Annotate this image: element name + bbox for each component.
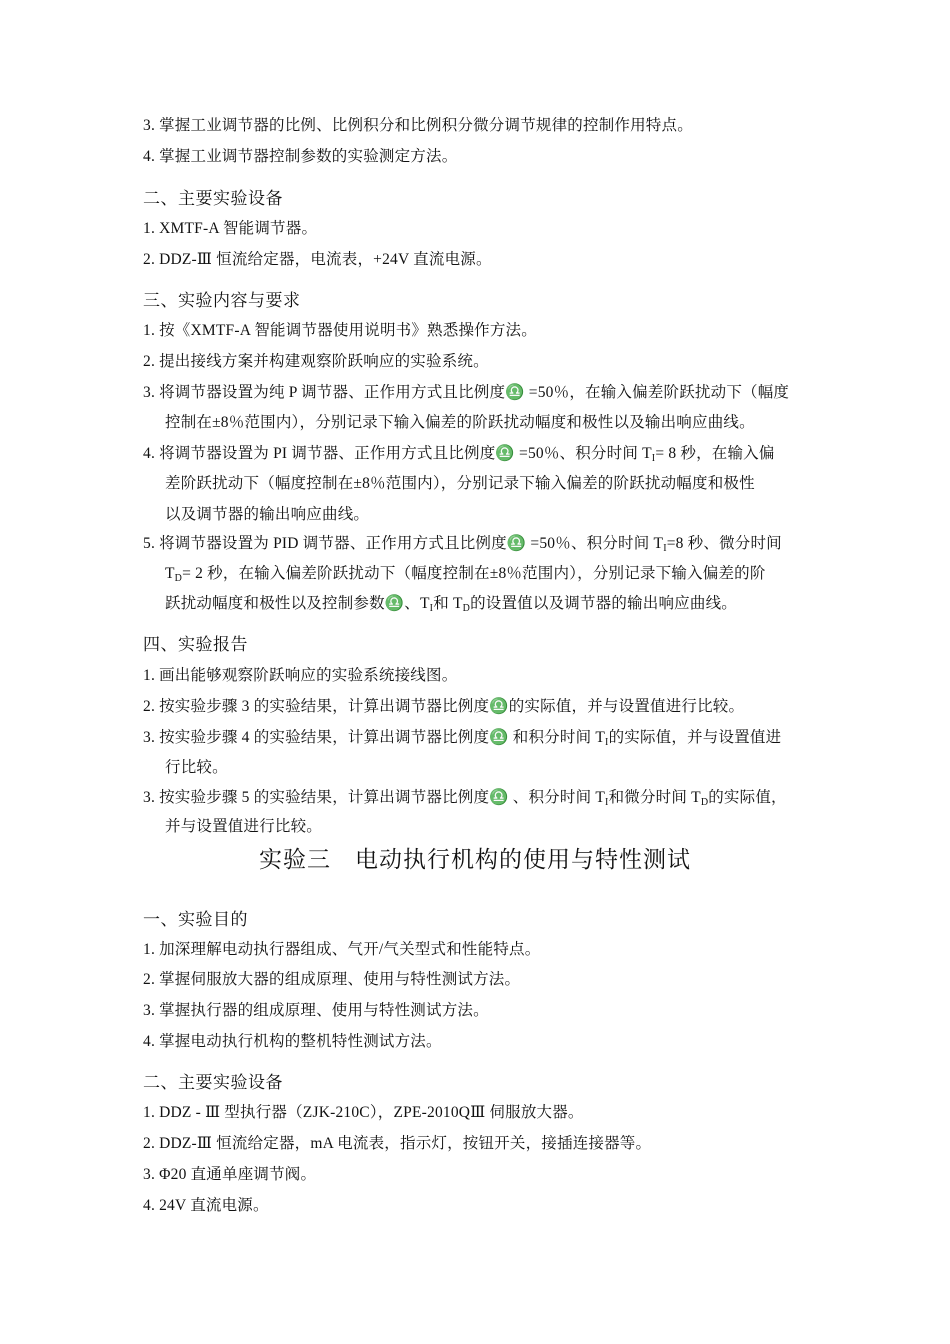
section-heading: 二、主要实验设备	[143, 1073, 283, 1093]
list-item: 3. 按实验步骤 4 的实验结果，计算出调节器比例度♎ 和积分时间 $T_I$的实际值，并与设置值进	[143, 729, 782, 748]
page-title: 实验三 电动执行机构的使用与特性测试	[259, 847, 691, 873]
list-item-continuation: 跃扰动幅度和极性以及控制参数♎、$T_I$和 $T_D$的设置值以及调节器的输出响应曲线。	[165, 595, 737, 614]
list-item: 1. XMTF-A 智能调节器。	[143, 220, 318, 237]
list-item: 2. DDZ-Ⅲ 恒流给定器，mA 电流表，指示灯，按钮开关，接插连接器等。	[143, 1135, 652, 1152]
list-item: 4. 24V 直流电源。	[143, 1197, 269, 1214]
section-heading: 三、实验内容与要求	[143, 291, 301, 311]
section-heading: 二、主要实验设备	[143, 189, 283, 209]
list-item: 2. 提出接线方案并构建观察阶跃响应的实验系统。	[143, 353, 489, 370]
list-item: 1. 加深理解电动执行器组成、气开/气关型式和性能特点。	[143, 941, 541, 958]
list-item-continuation: 差阶跃扰动下（幅度控制在±8％范围内），分别记录下输入偏差的阶跃扰动幅度和极性	[165, 475, 755, 492]
list-item-continuation: 控制在±8％范围内），分别记录下输入偏差的阶跃扰动幅度和极性以及输出响应曲线。	[165, 414, 755, 431]
list-item: 3. 掌握工业调节器的比例、比例积分和比例积分微分调节规律的控制作用特点。	[143, 117, 693, 134]
list-item: 5. 将调节器设置为 PID 调节器、正作用方式且比例度♎ =50％、积分时间 $T_I=8$ 秒、微分时间	[143, 535, 782, 554]
list-item: 2. 按实验步骤 3 的实验结果，计算出调节器比例度♎的实际值，并与设置值进行比较。	[143, 698, 745, 715]
list-item: 2. DDZ-Ⅲ 恒流给定器，电流表，+24V 直流电源。	[143, 251, 492, 268]
list-item: 1. 画出能够观察阶跃响应的实验系统接线图。	[143, 667, 458, 684]
list-item: 3. 掌握执行器的组成原理、使用与特性测试方法。	[143, 1002, 489, 1019]
list-item: 3. Φ20 直通单座调节阀。	[143, 1166, 317, 1183]
list-item: 1. 按《XMTF-A 智能调节器使用说明书》熟悉操作方法。	[143, 322, 537, 339]
section-heading: 一、实验目的	[143, 910, 248, 930]
list-item: 4. 掌握电动执行机构的整机特性测试方法。	[143, 1033, 442, 1050]
list-item: 1. DDZ - Ⅲ 型执行器（ZJK-210C），ZPE-2010QⅢ 伺服放大器。	[143, 1104, 584, 1121]
list-item: 3. 将调节器设置为纯 P 调节器、正作用方式且比例度♎ =50％，在输入偏差阶跃扰动下（幅度	[143, 384, 790, 401]
list-item-continuation: $T_D= 2$ 秒，在输入偏差阶跃扰动下（幅度控制在±8％范围内），分别记录下输入偏差的阶	[165, 565, 766, 584]
list-item: 4. 掌握工业调节器控制参数的实验测定方法。	[143, 148, 458, 165]
list-item: 3. 按实验步骤 5 的实验结果，计算出调节器比例度♎ 、积分时间 $T_I$和微分时间 $T_D$的实际值，	[143, 789, 787, 808]
list-item-continuation: 行比较。	[165, 759, 228, 776]
section-heading: 四、实验报告	[143, 635, 248, 655]
list-item-continuation: 并与设置值进行比较。	[165, 818, 323, 835]
list-item: 4. 将调节器设置为 PI 调节器、正作用方式且比例度♎ =50％、积分时间 $T_I= 8$ 秒，在输入偏	[143, 445, 775, 464]
list-item-continuation: 以及调节器的输出响应曲线。	[165, 506, 370, 523]
list-item: 2. 掌握伺服放大器的组成原理、使用与特性测试方法。	[143, 971, 521, 988]
